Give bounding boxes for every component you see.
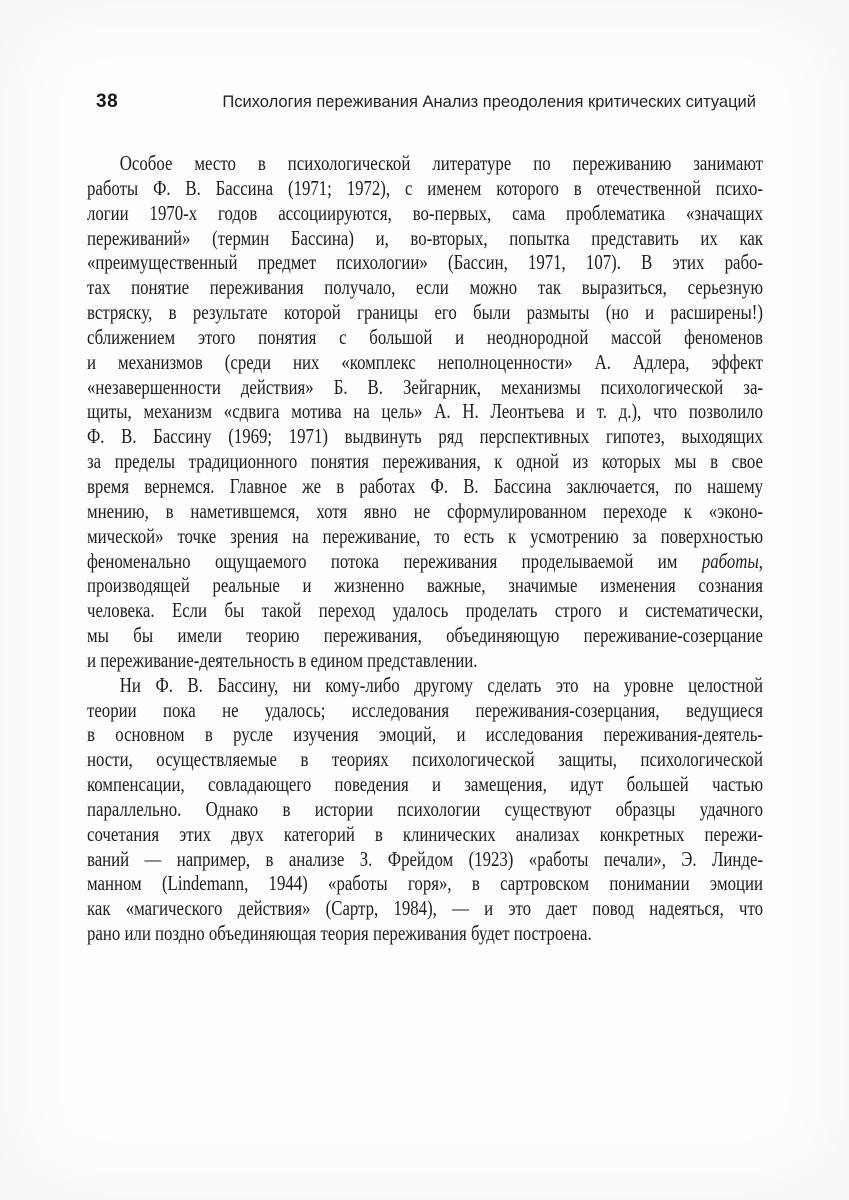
text-line: компенсации, совладающего поведения и замещения, идут большей частью bbox=[87, 772, 763, 797]
text-line: работы Ф. В. Бассина (1971; 1972), с именем которого в отечественной психо- bbox=[87, 175, 763, 200]
text-line: щиты, механизм «сдвига мотива на цель» А. Н. Леонтьева и т. д.), что позволило bbox=[87, 399, 763, 424]
text-line: в основном в русле изучения эмоций, и исследования переживания-деятель- bbox=[87, 722, 763, 747]
text-line: ности, осуществляемые в теориях психологической защиты, психологической bbox=[87, 747, 763, 772]
paragraph-2 bbox=[87, 673, 763, 946]
text-line: и переживание-деятельность в едином представлении. bbox=[87, 647, 478, 672]
text-line: рано или поздно объединяющая теория переживания будет построена. bbox=[87, 921, 592, 946]
text-line: ваний — например, в анализе З. Фрейдом (1923) «работы печали», Э. Линде- bbox=[87, 846, 763, 871]
text-line: мической» точке зрения на переживание, то есть к усмотрению за поверхностью bbox=[87, 523, 763, 548]
text-line: сочетания этих двух категорий в клинических анализах конкретных пережи- bbox=[87, 821, 763, 846]
text-line: манном (Lindemann, 1944) «работы горя», в сартровском понимании эмоции bbox=[87, 871, 763, 896]
text-line: человека. Если бы такой переход удалось проделать строго и систематически, bbox=[87, 598, 763, 623]
text-line: Ф. В. Бассину (1969; 1971) выдвинуть ряд перспективных гипотез, выходящих bbox=[87, 424, 763, 449]
text-line: время вернемся. Главное же в работах Ф. В. Бассина заключается, по нашему bbox=[87, 473, 763, 498]
text-line: переживаний» (термин Бассина) и, во-вторых, попытка представить их как bbox=[87, 225, 763, 250]
text-line: производящей реальные и жизненно важные, значимые изменения сознания bbox=[87, 573, 763, 598]
paragraph-1 bbox=[87, 151, 763, 673]
text-line: «незавершенности действия» Б. В. Зейгарник, механизмы психологической за- bbox=[87, 374, 763, 399]
text-line-with-italic bbox=[87, 549, 763, 574]
page-number: 38 bbox=[96, 91, 119, 112]
text-line: «преимущественный предмет психологии» (Бассин, 1971, 107). В этих рабо- bbox=[87, 250, 763, 275]
text-line: логии 1970-х годов ассоциируются, во-первых, сама проблематика «значащих bbox=[87, 200, 763, 225]
running-header bbox=[87, 91, 756, 113]
text-segment: феноменально ощущаемого потока переживания проделываемой им bbox=[87, 548, 702, 573]
text-line: параллельно. Однако в истории психологии существуют образцы удачного bbox=[87, 796, 763, 821]
text-column bbox=[87, 151, 763, 946]
text-segment: , bbox=[758, 548, 763, 573]
text-line: мнению, в наметившемся, хотя явно не сформулированном переходе к «эконо- bbox=[87, 498, 763, 523]
text-line: как «магического действия» (Сартр, 1984), — и это дает повод надеяться, что bbox=[87, 896, 763, 921]
text-line: и механизмов (среди них «комплекс неполноценности» А. Адлера, эффект bbox=[87, 349, 763, 374]
italic-text-segment: работы bbox=[701, 548, 759, 573]
text-line: мы бы имели теорию переживания, объединяющую переживание-созерцание bbox=[87, 623, 763, 648]
text-line: за пределы традиционного понятия переживания, к одной из которых мы в свое bbox=[87, 449, 763, 474]
body-text bbox=[87, 151, 763, 946]
text-line: сближением этого понятия с большой и неоднородной массой феноменов bbox=[87, 324, 763, 349]
text-line: тах понятие переживания получало, если можно так выразиться, серьезную bbox=[87, 275, 763, 300]
text-line: теории пока не удалось; исследования переживания-созерцания, ведущиеся bbox=[87, 697, 763, 722]
text-line: Особое место в психологической литературе по переживанию занимают bbox=[119, 151, 763, 175]
running-title: Психология переживания Анализ преодоления критических ситуаций bbox=[222, 93, 756, 111]
text-line: Ни Ф. В. Бассину, ни кому-либо другому сделать это на уровне целостной bbox=[119, 672, 763, 697]
text-line: встряску, в результате которой границы его были размыты (но и расширены!) bbox=[87, 300, 763, 325]
